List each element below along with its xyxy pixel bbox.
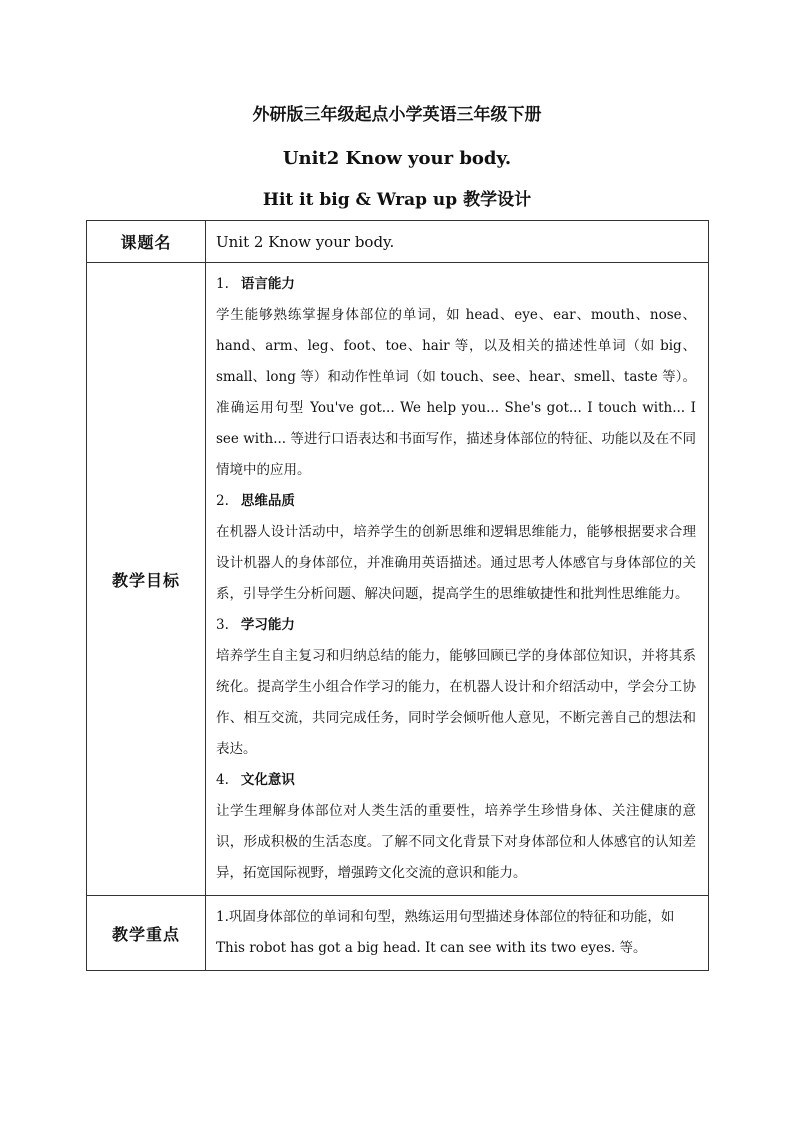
key-points-text: 1.巩固身体部位的单词和句型，熟练运用句型描述身体部位的特征和功能，如 This robot has got a big head. It can see with its two eyes. 等。 (206, 896, 709, 971)
objectives-content (206, 263, 709, 896)
key-points-row (87, 896, 709, 971)
objectives-label: 教学目标 (87, 263, 206, 896)
objective-heading-learning: 3. 学习能力 (216, 617, 295, 633)
topic-value: Unit 2 Know your body. (206, 221, 709, 263)
objective-text-language: 学生能够熟练掌握身体部位的单词，如 head、eye、ear、mouth、nose、hand、arm、leg、foot、toe、hair 等，以及相关的描述性单词（如 big、small、long 等）和动作性单词（如 touch、see、hear、smell、taste 等）。准确运用句型 You've got... We help you... She's got... I touch with... I see with... 等进行口语表达和书面写作，描述身体部位的特征、功能以及在不同情境中的应用。 (216, 307, 696, 478)
topic-label: 课题名 (87, 221, 206, 263)
key-points-label: 教学重点 (87, 896, 206, 971)
lesson-plan-table (86, 220, 709, 971)
objective-heading-language: 1. 语言能力 (216, 276, 295, 292)
objective-heading-thinking: 2. 思维品质 (216, 493, 295, 509)
unit-title: Unit2 Know your body. (282, 148, 512, 169)
lesson-title: Hit it big & Wrap up 教学设计 (262, 190, 532, 210)
objective-heading-culture: 4. 文化意识 (216, 772, 295, 788)
objectives-row (87, 263, 709, 896)
objective-text-culture: 让学生理解身体部位对人类生活的重要性，培养学生珍惜身体、关注健康的意识，形成积极的生活态度。了解不同文化背景下对身体部位和人体感官的认知差异，拓宽国际视野，增强跨文化交流的意识和能力。 (216, 803, 696, 881)
objective-text-thinking: 在机器人设计活动中，培养学生的创新思维和逻辑思维能力，能够根据要求合理设计机器人的身体部位，并准确用英语描述。通过思考人体感官与身体部位的关系，引导学生分析问题、解决问题，提高学生的思维敏捷性和批判性思维能力。 (216, 524, 696, 602)
topic-row (87, 221, 709, 263)
document-title: 外研版三年级起点小学英语三年级下册 (252, 105, 542, 125)
objective-text-learning: 培养学生自主复习和归纳总结的能力，能够回顾已学的身体部位知识，并将其系统化。提高学生小组合作学习的能力，在机器人设计和介绍活动中，学会分工协作、相互交流，共同完成任务，同时学会倾听他人意见，不断完善自己的想法和表达。 (216, 648, 696, 757)
